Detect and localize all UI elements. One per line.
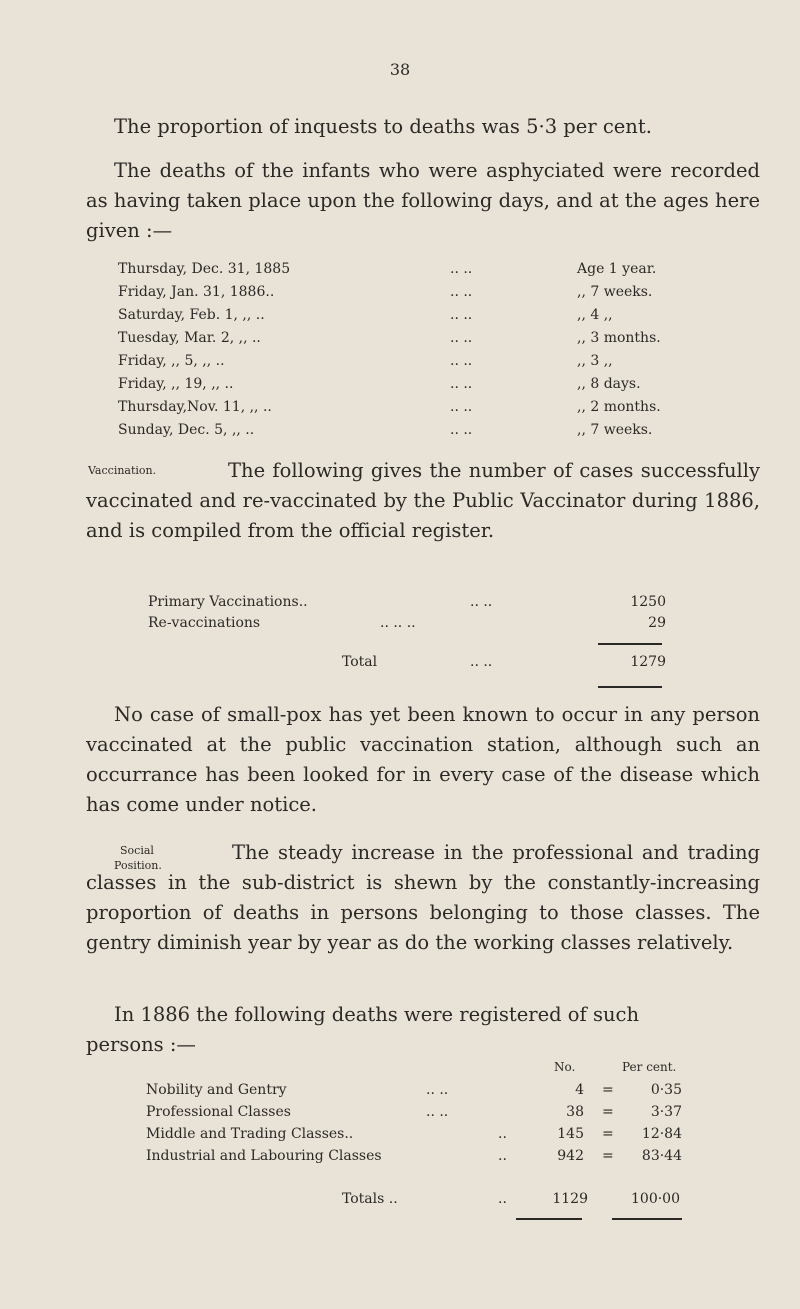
vaccination-label: Re-vaccinations bbox=[148, 615, 261, 631]
page-number: 38 bbox=[389, 60, 411, 79]
asphyxia-age: ,, 3 ,, bbox=[577, 353, 613, 369]
inquests-text: The proportion of inquests to deaths was 5·3 per cent. bbox=[114, 115, 652, 138]
vaccination-row bbox=[0, 612, 800, 634]
social-pct: 12·84 bbox=[641, 1126, 682, 1142]
asphyxia-row bbox=[0, 327, 800, 349]
asphyxia-date: Friday, ,, 19, ,, .. bbox=[118, 376, 234, 392]
asphyxia-row bbox=[0, 396, 800, 418]
vaccination-row bbox=[0, 591, 800, 613]
asphyxia-age: ,, 8 days. bbox=[577, 376, 641, 392]
asphyxia-age: ,, 7 weeks. bbox=[577, 422, 653, 438]
totals-dots: .. bbox=[498, 1191, 507, 1207]
asphyxia-dots: .. .. bbox=[450, 284, 473, 300]
social-side-heading-line2: Position. bbox=[114, 859, 162, 872]
social-intro bbox=[86, 1000, 760, 1060]
social-row bbox=[0, 1123, 800, 1145]
asphyxia-dots: .. .. bbox=[450, 376, 473, 392]
total-label: Total bbox=[342, 654, 378, 670]
smallpox-paragraph bbox=[86, 700, 760, 820]
asphyxia-row bbox=[0, 281, 800, 303]
asphyxia-row bbox=[0, 419, 800, 441]
social-label: Professional Classes bbox=[146, 1104, 291, 1120]
social-paragraph bbox=[86, 838, 760, 958]
vaccination-value: 29 bbox=[648, 615, 666, 631]
smallpox-text: No case of small-pox has yet been known to occur in any person vaccinated at the public vaccination station, although such an occurrance has been looked for in every case of the disease which has come under notice. bbox=[86, 703, 760, 816]
asphyxia-date: Friday, Jan. 31, 1886.. bbox=[118, 284, 275, 300]
social-side-heading-line1: Social bbox=[120, 844, 154, 857]
social-row bbox=[0, 1079, 800, 1101]
asphyxia-age: Age 1 year. bbox=[577, 261, 657, 277]
vaccination-label: Primary Vaccinations.. bbox=[148, 594, 308, 610]
totals-pct-rule bbox=[612, 1218, 682, 1220]
total-value: 1279 bbox=[630, 654, 666, 670]
social-dots: .. .. bbox=[426, 1082, 449, 1098]
social-label: Industrial and Labouring Classes bbox=[146, 1148, 382, 1164]
social-dots: .. .. bbox=[426, 1104, 449, 1120]
asphyxia-dots: .. .. bbox=[450, 422, 473, 438]
totals-no-rule bbox=[516, 1218, 582, 1220]
asphyxia-dots: .. .. bbox=[450, 330, 473, 346]
social-row bbox=[0, 1101, 800, 1123]
inquests-paragraph bbox=[86, 112, 760, 142]
col-no-header: No. bbox=[554, 1060, 576, 1074]
social-eq: = bbox=[602, 1148, 614, 1164]
asphyxia-date: Thursday,Nov. 11, ,, .. bbox=[118, 399, 272, 415]
asphyxia-dots: .. .. bbox=[450, 399, 473, 415]
vaccination-paragraph bbox=[86, 456, 760, 546]
social-pct: 0·35 bbox=[650, 1082, 682, 1098]
social-intro-line2: persons :— bbox=[86, 1033, 196, 1056]
social-no: 942 bbox=[557, 1148, 584, 1164]
social-text: The steady increase in the professional and trading classes in the sub-district is shewn by the constantly-increasing proportion of deaths in persons belonging to those classes. The gentry diminish year by year as do the working classes relatively. bbox=[86, 841, 760, 954]
asphyxia-dots: .. .. bbox=[450, 307, 473, 323]
asphyxia-row bbox=[0, 258, 800, 280]
asphyxia-date: Saturday, Feb. 1, ,, .. bbox=[118, 307, 265, 323]
social-no: 145 bbox=[557, 1126, 584, 1142]
asphyxia-row bbox=[0, 373, 800, 395]
total-dots: .. .. bbox=[470, 654, 493, 670]
social-no: 38 bbox=[566, 1104, 584, 1120]
social-dots: .. bbox=[498, 1126, 507, 1142]
social-pct: 83·44 bbox=[641, 1148, 682, 1164]
social-eq: = bbox=[602, 1126, 614, 1142]
asphyxia-age: ,, 3 months. bbox=[577, 330, 661, 346]
social-intro-line1: In 1886 the following deaths were registered of such bbox=[114, 1003, 640, 1026]
social-eq: = bbox=[602, 1104, 614, 1120]
asphyxia-date: Tuesday, Mar. 2, ,, .. bbox=[118, 330, 261, 346]
social-table-header bbox=[0, 1056, 800, 1078]
asphyxia-age: ,, 4 ,, bbox=[577, 307, 613, 323]
social-label: Nobility and Gentry bbox=[146, 1082, 287, 1098]
social-totals-row bbox=[0, 1188, 800, 1210]
asphyxia-dots: .. .. bbox=[450, 261, 473, 277]
asphyxia-age: ,, 7 weeks. bbox=[577, 284, 653, 300]
social-eq: = bbox=[602, 1082, 614, 1098]
asphyxia-intro-paragraph bbox=[86, 156, 760, 246]
total-rule-bottom bbox=[598, 686, 662, 688]
asphyxia-age: ,, 2 months. bbox=[577, 399, 661, 415]
vaccination-dots: .. .. bbox=[470, 594, 493, 610]
social-pct: 3·37 bbox=[650, 1104, 682, 1120]
totals-label: Totals .. bbox=[342, 1191, 398, 1207]
totals-no: 1129 bbox=[552, 1191, 588, 1207]
asphyxia-date: Friday, ,, 5, ,, .. bbox=[118, 353, 225, 369]
total-rule-top bbox=[598, 643, 662, 645]
totals-pct: 100·00 bbox=[631, 1191, 680, 1207]
asphyxia-intro-text: The deaths of the infants who were asphyciated were recorded as having taken place upon the following days, and at the ages here given :— bbox=[86, 159, 760, 242]
vaccination-dots: .. .. .. bbox=[380, 615, 416, 631]
asphyxia-row bbox=[0, 350, 800, 372]
social-dots: .. bbox=[498, 1148, 507, 1164]
vaccination-total-row bbox=[0, 651, 800, 673]
vaccination-text: The following gives the number of cases successfully vaccinated and re-vaccinated by the Public Vaccinator during 1886, and is compiled from the official register. bbox=[86, 459, 760, 542]
asphyxia-row bbox=[0, 304, 800, 326]
asphyxia-date: Sunday, Dec. 5, ,, .. bbox=[118, 422, 255, 438]
vaccination-value: 1250 bbox=[630, 594, 666, 610]
col-pct-header: Per cent. bbox=[622, 1060, 677, 1074]
social-label: Middle and Trading Classes.. bbox=[146, 1126, 354, 1142]
social-no: 4 bbox=[575, 1082, 584, 1098]
asphyxia-dots: .. .. bbox=[450, 353, 473, 369]
vaccination-side-heading: Vaccination. bbox=[88, 464, 157, 477]
social-row bbox=[0, 1145, 800, 1167]
asphyxia-date: Thursday, Dec. 31, 1885 bbox=[118, 261, 291, 277]
